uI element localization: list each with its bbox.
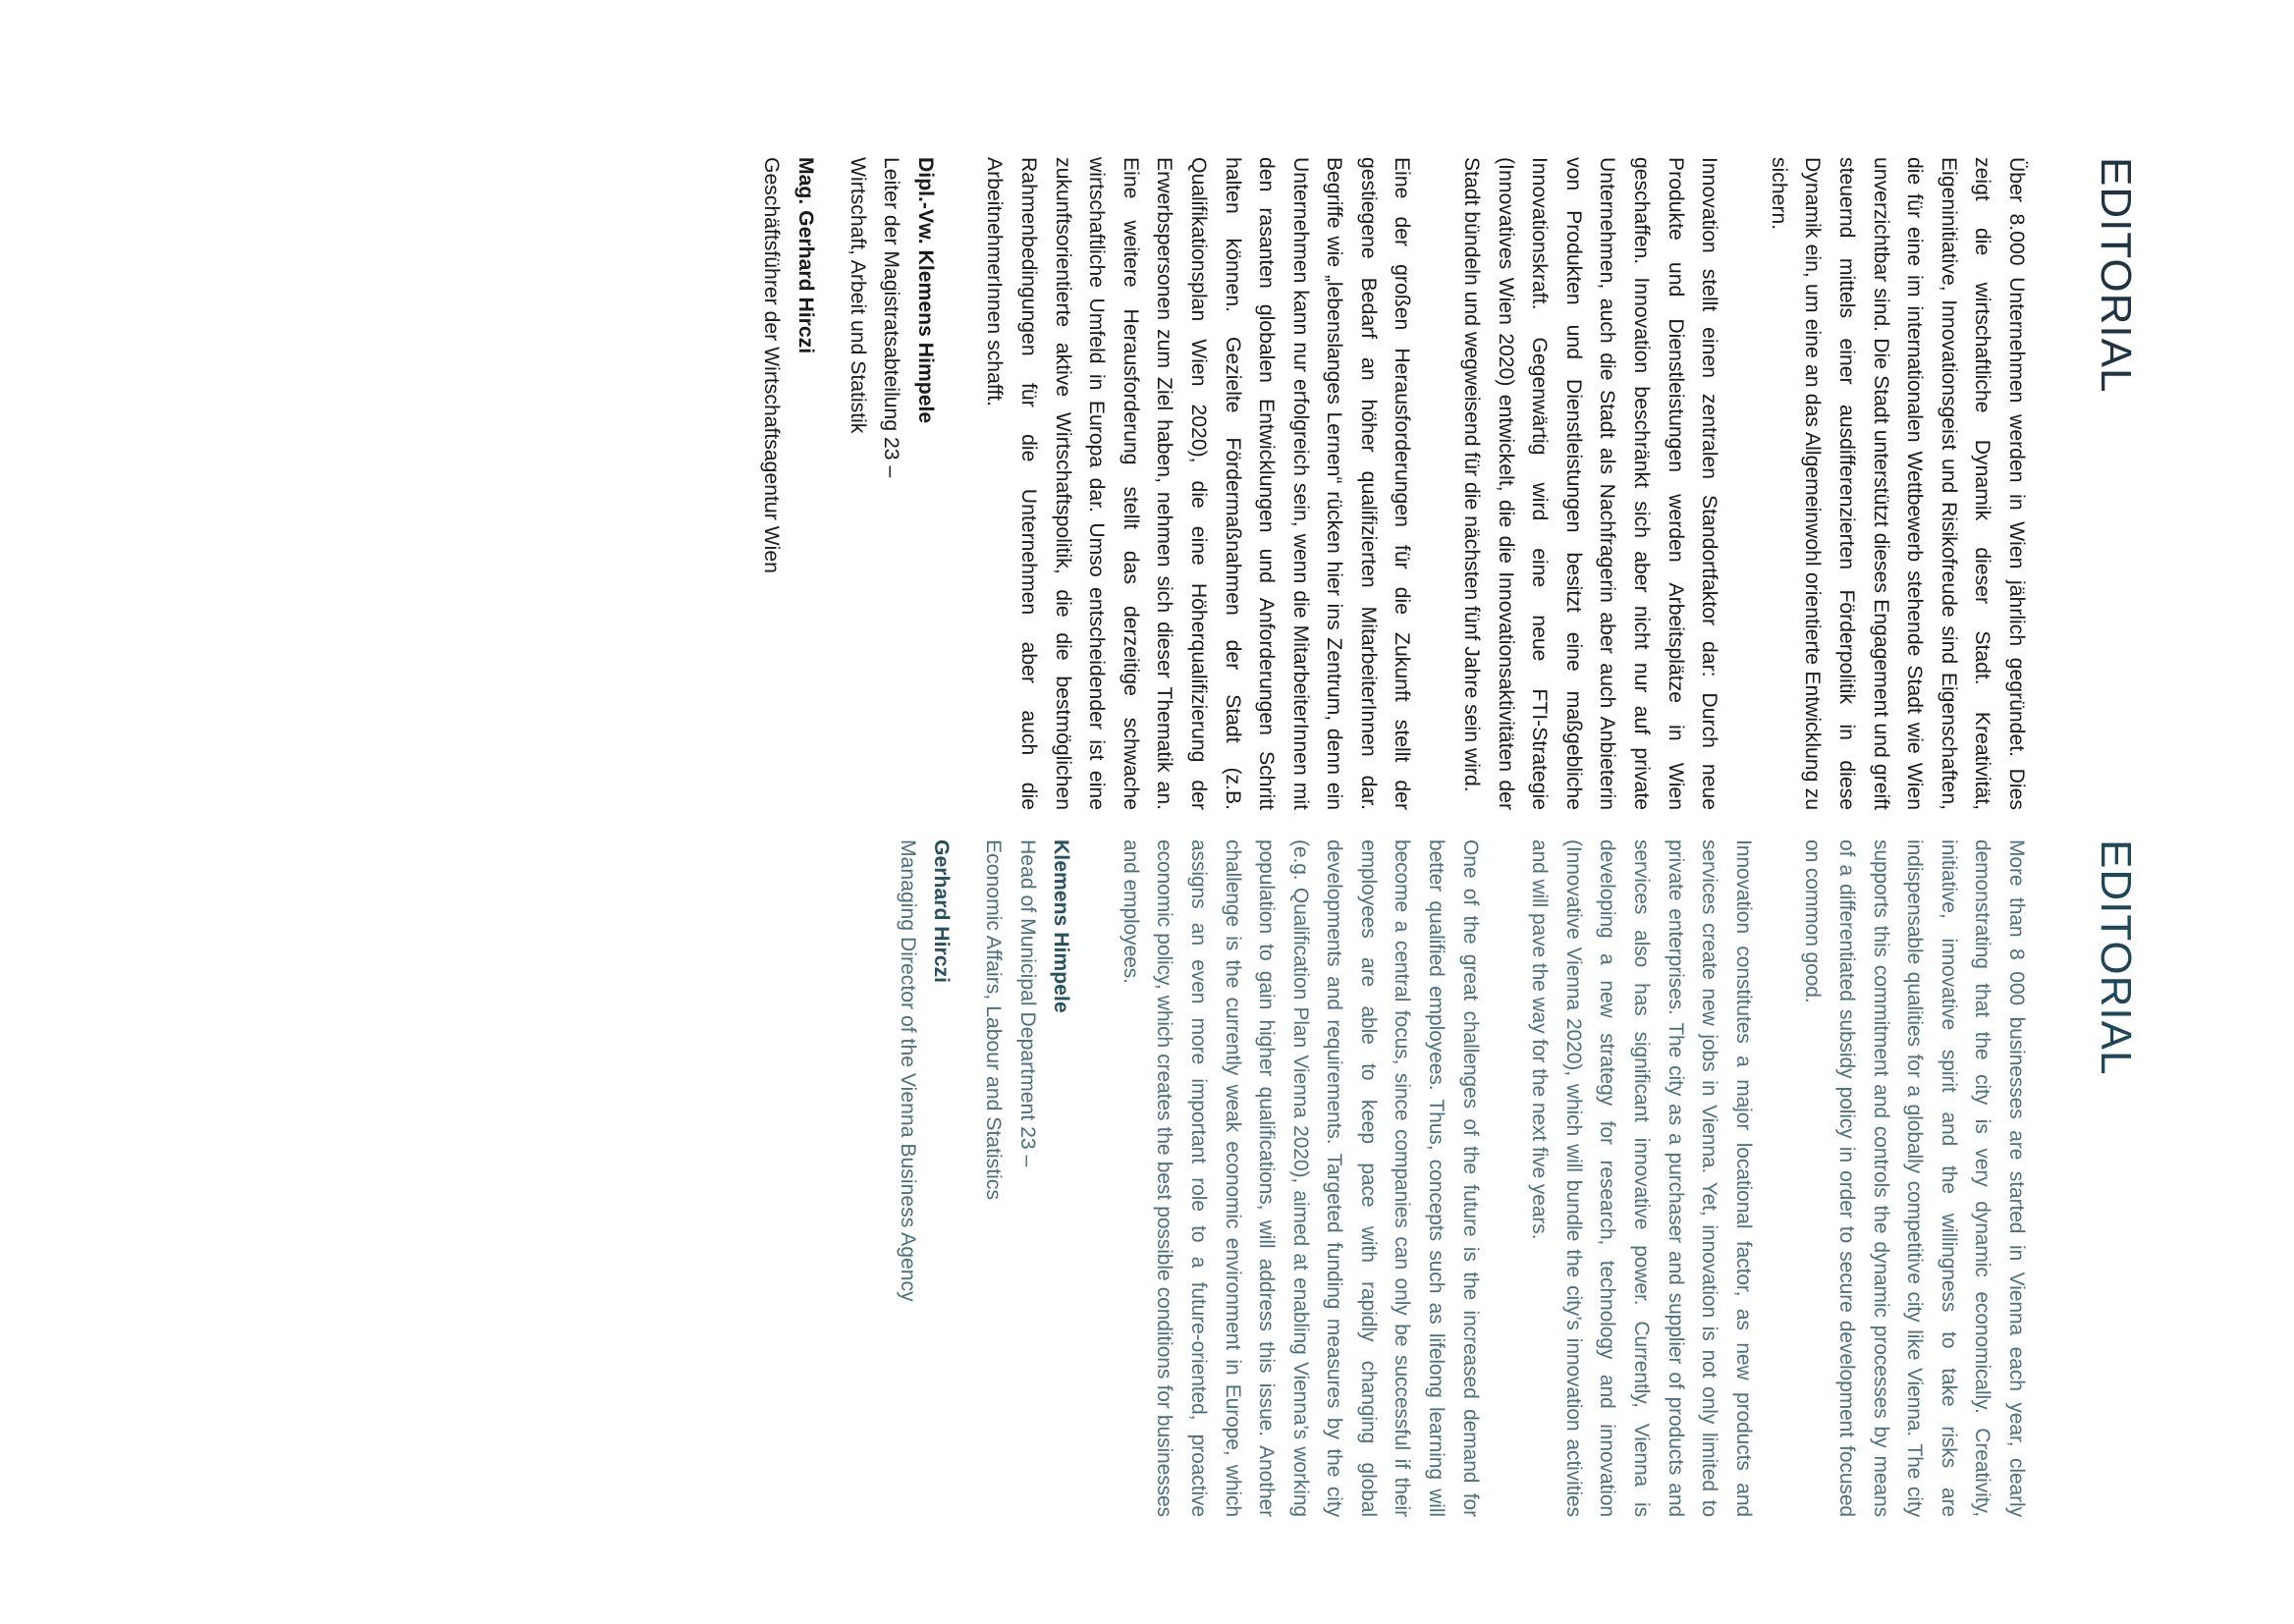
signature-department: Wirtschaft, Arbeit und Statistik: [846, 157, 869, 434]
german-paragraph-3: Eine der großen Herausforderungen für die Zukunft stellt der gestiegene Bedarf an höher qualifizierten MitarbeiterInnen dar. Begriffe wie „lebenslanges Lernen“ rücken hier ins Zentrum, denn ein Unternehmen kann nur erfolgreich sein, wenn die MitarbeiterInnen mit den rasanten globalen Entwicklungen und Anforderungen Schritt halten können. Gezielte Fördermaßnahmen der Stadt (z.B. Qualifikationsplan Wien 2020), die eine Höherqualifizierung der Erwerbspersonen zum Ziel haben, nehmen sich dieser Thematik an. Eine weitere Herausforderung stellt das derzeitige schwache wirtschaftliche Umfeld in Europa dar. Umso entscheidender ist eine zukunftsorientierte aktive Wirtschaftspolitik, die die bestmöglichen Rahmenbedingungen für die Unternehmen aber auch die ArbeitnehmerInnen schafft.: [983, 157, 1414, 810]
english-title: EDITORIAL: [2092, 839, 2140, 1076]
german-paragraph-1: Über 8.000 Unternehmen werden in Wien jährlich gegründet. Dies zeigt die wirtschaftliche Dynamik dieser Stadt. Kreativität, Eigeninitiative, Innovationsgeist und Risikofreude sind Eigenschaften, die für eine im internationalen Wettbewerb stehende Stadt wie Wien unverzichtbar sind. Die Stadt unterstützt dieses Engagement und greift steuernd mittels einer ausdifferenzierten Förderpolitik in diese Dynamik ein, um eine an das Allgemeinwohl orientierte Entwicklung zu sichern.: [1767, 157, 2028, 810]
english-signature-1: [975, 839, 1077, 1517]
english-paragraph-1: More than 8 000 businesses are started in Vienna each year, clearly demonstrating that the city is very dynamic economically. Creativity, initiative, innovative spirit and the willingness to take risks are indispensable qualities for a globally competitive city like Vienna. The city supports this commitment and controls the dynamic processes by means of a differentiated subsidy policy in order to secure development focused on common good.: [1801, 839, 2028, 1517]
signature-name: Dipl.-Vw. Klemens Himpele: [913, 157, 937, 424]
signature-title: Managing Director of the Vienna Business Agency: [896, 839, 919, 1302]
signature-title: Head of Municipal Department 23 –: [1015, 839, 1039, 1167]
english-paragraph-3: One of the great challenges of the future is the increased demand for better qualified employees. Thus, concepts such as lifelong learning will become a central focus, since companies can only be successful if their employees are able to keep pace with rapidly changing global developments and requirements. Targeted funding measures by the city (e.g. Qualification Plan Vienna 2020), aimed at enabling Vienna’s working population to gain higher qualifications, will address this issue. Another challenge is the currently weak economic environment in Europe, which assigns an even more important role to a future-oriented, proactive economic policy, which creates the best possible conditions for businesses and employees.: [1119, 839, 1482, 1517]
signature-title: Geschäftsführer der Wirtschaftsagentur Wien: [760, 157, 784, 573]
english-signature-2: [890, 839, 957, 1517]
signature-department: Economic Affairs, Labour and Statistics: [981, 839, 1005, 1201]
english-column: [872, 839, 2140, 1517]
german-signature-1: [840, 157, 942, 810]
signature-name: Mag. Gerhard Hirczi: [794, 157, 817, 354]
english-paragraph-2: Innovation constitutes a major locational factor, as new products and services create new jobs in Vienna. Yet, innovation is not only limited to private enterprises. The city as a purchaser and supplier of products and services also has significant innovative power. Currently, Vienna is developing a new strategy for research, technology and innovation (Innovative Vienna 2020), which will bundle the city’s innovation activities and will pave the way for the next five years.: [1528, 839, 1755, 1517]
german-paragraph-2: Innovation stellt einen zentralen Standortfaktor dar: Durch neue Produkte und Dienstleistungen werden Arbeitsplätze in Wien geschaffen. Innovation beschränkt sich aber nicht nur auf private Unternehmen, auch die Stadt als Nachfragerin aber auch Anbieterin von Produkten und Dienstleistungen besitzt eine maßgebliche Innovationskraft. Gegenwärtig wird eine neue FTI-Strategie (Innovatives Wien 2020) entwickelt, die die Innovationsaktivitäten der Stadt bündeln und wegweisend für die nächsten fünf Jahre sein wird.: [1460, 157, 1721, 810]
signature-title: Leiter der Magistratsabteilung 23 –: [880, 157, 903, 478]
german-signature-2: [754, 157, 822, 810]
signature-name: Gerhard Hirczi: [930, 839, 954, 984]
german-title: EDITORIAL: [2092, 157, 2140, 394]
signature-name: Klemens Himpele: [1050, 839, 1073, 1013]
german-column: [737, 157, 2140, 810]
